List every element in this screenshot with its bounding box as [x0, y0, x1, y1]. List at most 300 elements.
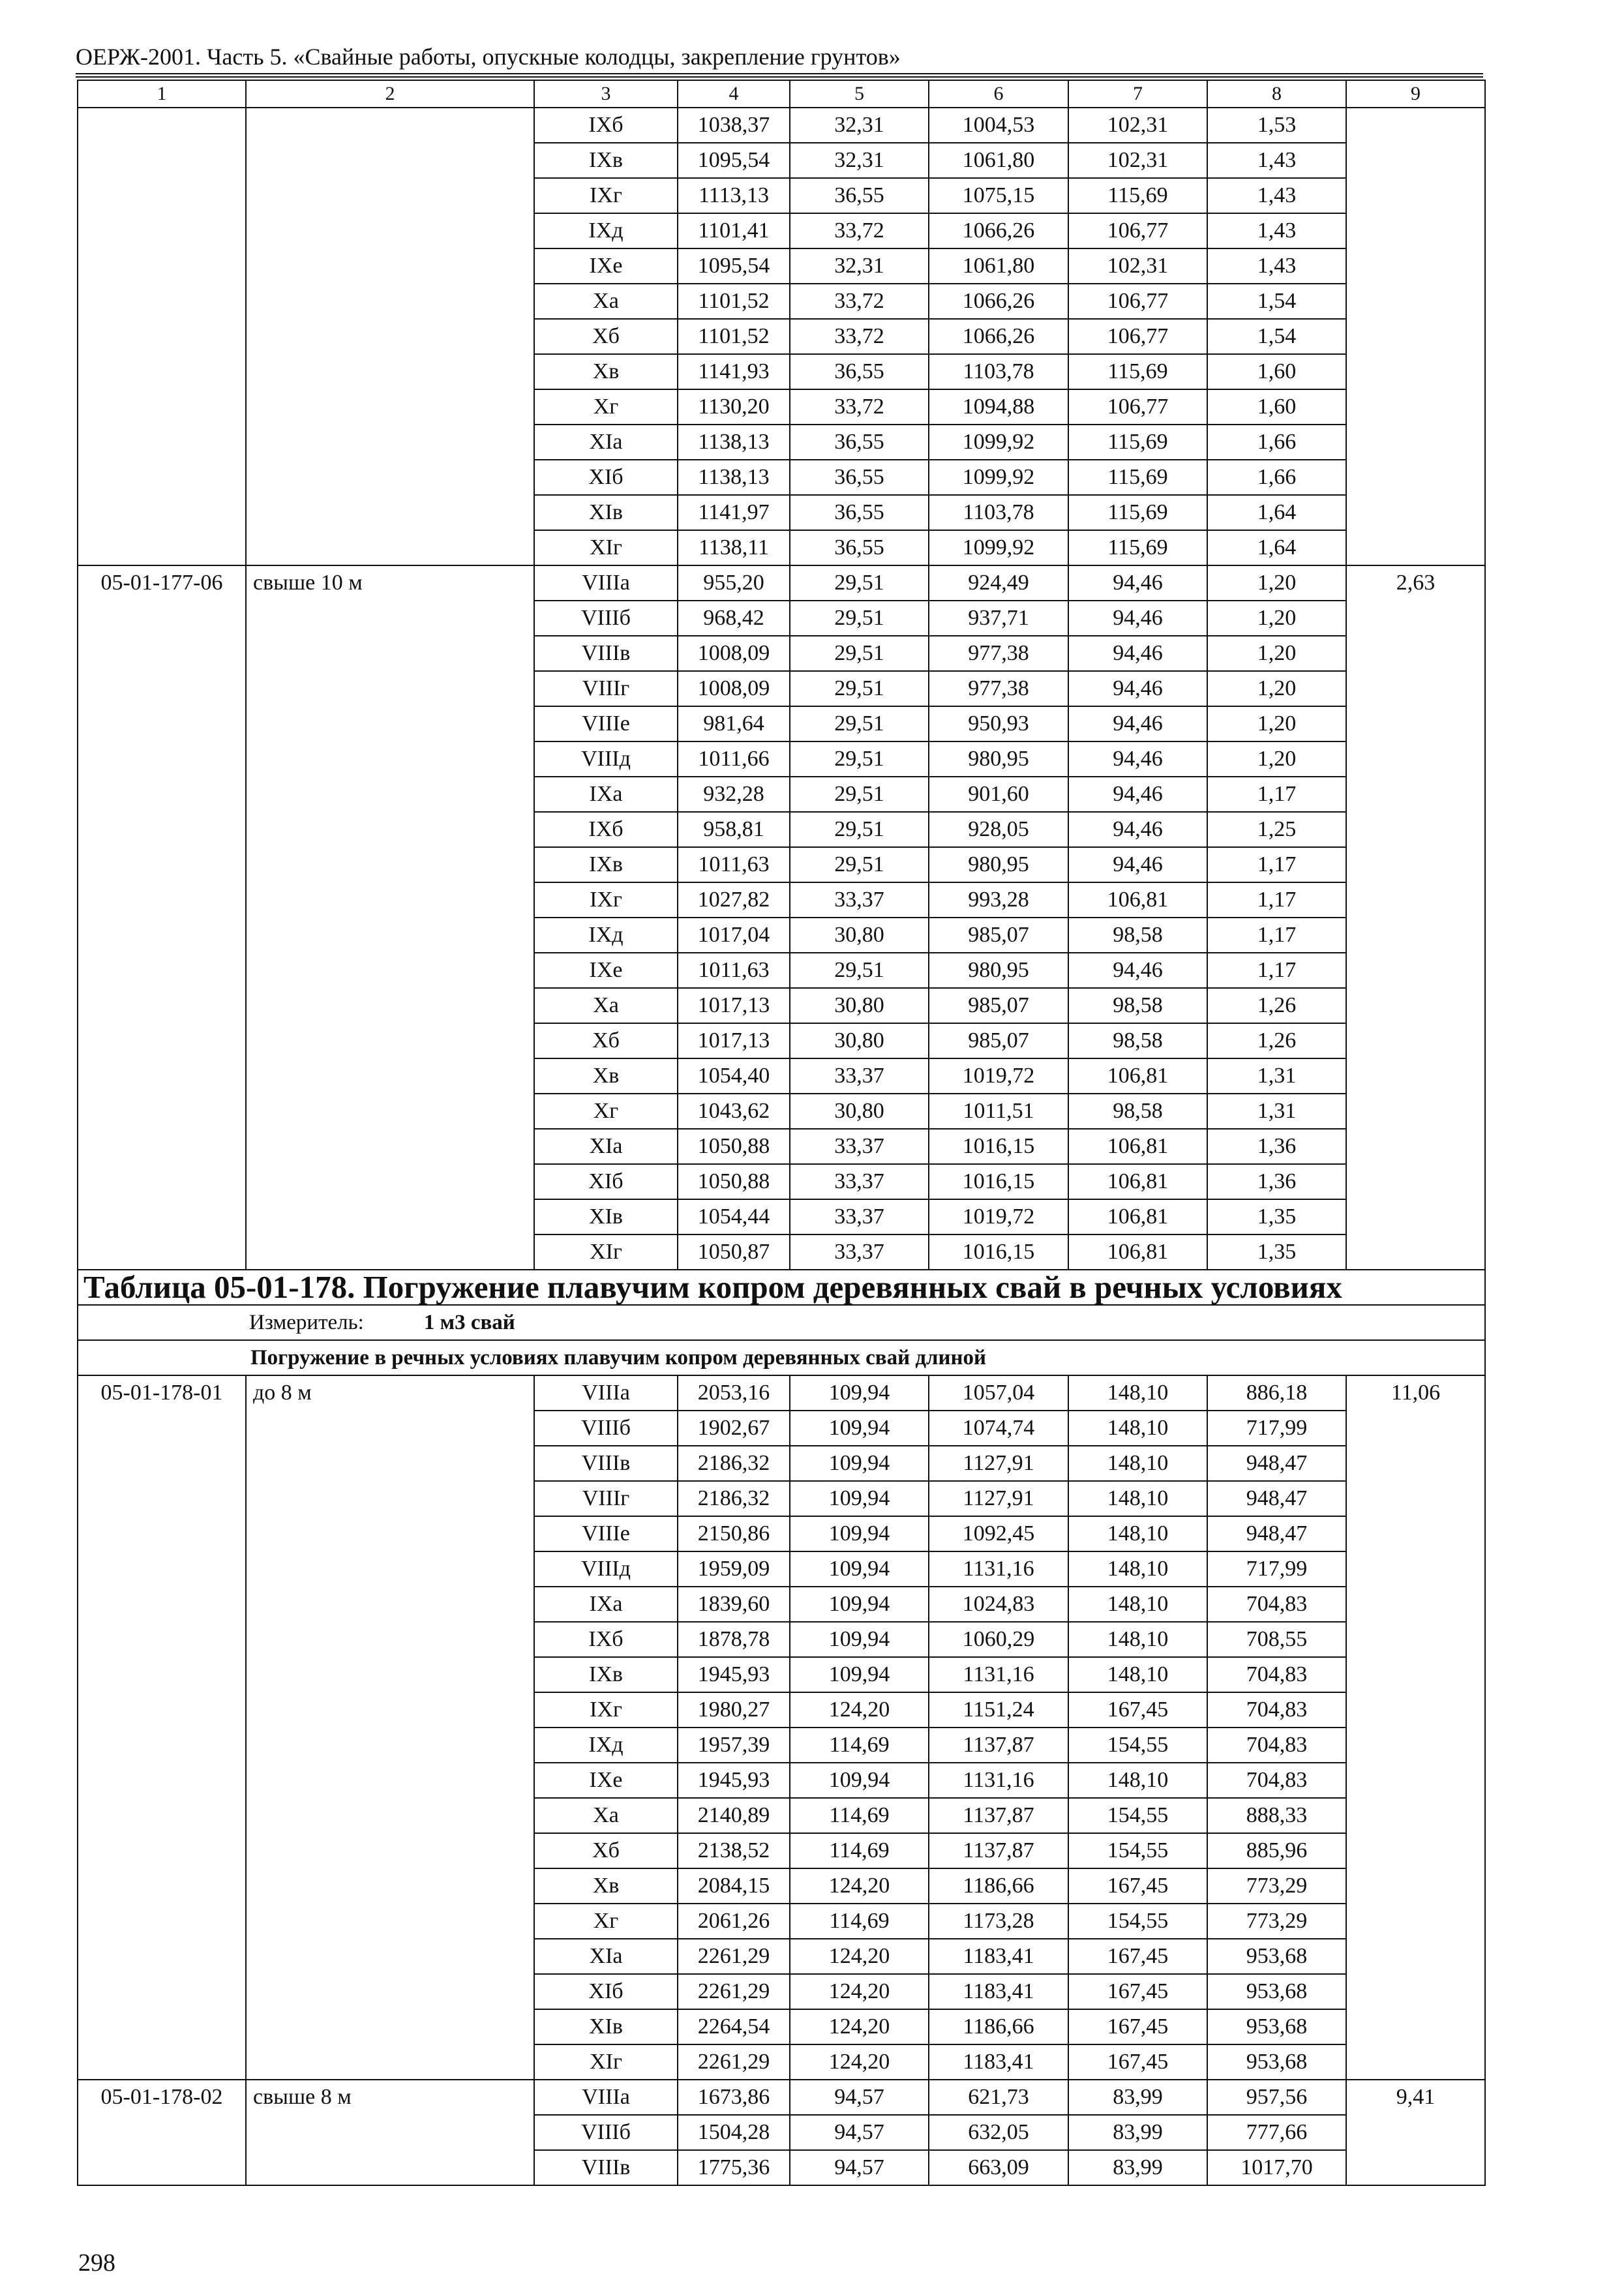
operator-wages: 106,81 [1068, 1234, 1207, 1270]
wages: 109,94 [790, 1411, 929, 1446]
soil-group: IXг [534, 1692, 678, 1728]
soil-group: Xа [534, 988, 678, 1023]
wages: 30,80 [790, 1023, 929, 1058]
soil-group: XIб [534, 460, 678, 495]
materials-cost: 953,68 [1207, 1974, 1346, 2009]
operator-wages: 94,46 [1068, 636, 1207, 671]
soil-group: Xа [534, 284, 678, 319]
machine-cost: 1094,88 [929, 389, 1068, 425]
soil-group: VIIIб [534, 2115, 678, 2150]
machine-cost: 1137,87 [929, 1728, 1068, 1763]
wages: 124,20 [790, 1939, 929, 1974]
column-number: 2 [246, 80, 534, 108]
operator-wages: 148,10 [1068, 1551, 1207, 1587]
total-cost: 955,20 [678, 565, 790, 601]
machine-cost: 1075,15 [929, 178, 1068, 213]
materials-cost: 885,96 [1207, 1833, 1346, 1868]
total-cost: 1138,13 [678, 460, 790, 495]
total-cost: 1138,11 [678, 530, 790, 565]
column-number: 5 [790, 80, 929, 108]
operator-wages: 106,81 [1068, 882, 1207, 918]
item-name: свыше 8 м [246, 2080, 534, 2185]
item-code: 05-01-178-02 [78, 2080, 246, 2185]
operator-wages: 167,45 [1068, 2009, 1207, 2044]
soil-group: VIIIа [534, 2080, 678, 2115]
operator-wages: 106,81 [1068, 1058, 1207, 1094]
table-row [78, 2080, 1485, 2115]
wages: 30,80 [790, 988, 929, 1023]
wages: 124,20 [790, 2009, 929, 2044]
soil-group: IXг [534, 882, 678, 918]
materials-cost: 1,17 [1207, 918, 1346, 953]
table-row [78, 1375, 1485, 1411]
materials-cost: 1,54 [1207, 319, 1346, 354]
soil-group: IXг [534, 178, 678, 213]
materials-cost: 948,47 [1207, 1481, 1346, 1516]
total-cost: 1043,62 [678, 1094, 790, 1129]
total-cost: 1095,54 [678, 248, 790, 284]
labor-cost: 11,06 [1346, 1375, 1485, 2080]
total-cost: 2261,29 [678, 1939, 790, 1974]
operator-wages: 148,10 [1068, 1481, 1207, 1516]
wages: 114,69 [790, 1798, 929, 1833]
soil-group: Xв [534, 354, 678, 389]
total-cost: 2150,86 [678, 1516, 790, 1551]
soil-group: IXв [534, 1657, 678, 1692]
wages: 114,69 [790, 1833, 929, 1868]
total-cost: 981,64 [678, 706, 790, 741]
wages: 29,51 [790, 847, 929, 882]
machine-cost: 977,38 [929, 671, 1068, 706]
operator-wages: 94,46 [1068, 565, 1207, 601]
machine-cost: 1092,45 [929, 1516, 1068, 1551]
wages: 33,72 [790, 319, 929, 354]
wages: 109,94 [790, 1763, 929, 1798]
item-code: 05-01-177-06 [78, 565, 246, 1270]
wages: 33,72 [790, 284, 929, 319]
total-cost: 2053,16 [678, 1375, 790, 1411]
total-cost: 1113,13 [678, 178, 790, 213]
total-cost: 1017,04 [678, 918, 790, 953]
total-cost: 1902,67 [678, 1411, 790, 1446]
wages: 109,94 [790, 1481, 929, 1516]
machine-cost: 950,93 [929, 706, 1068, 741]
machine-cost: 1183,41 [929, 2044, 1068, 2080]
total-cost: 932,28 [678, 777, 790, 812]
operator-wages: 94,46 [1068, 706, 1207, 741]
wages: 36,55 [790, 178, 929, 213]
item-code: 05-01-178-01 [78, 1375, 246, 2080]
wages: 109,94 [790, 1657, 929, 1692]
operator-wages: 106,77 [1068, 284, 1207, 319]
wages: 109,94 [790, 1446, 929, 1481]
operator-wages: 167,45 [1068, 1868, 1207, 1904]
soil-group: IXе [534, 953, 678, 988]
labor-cost [1346, 108, 1485, 565]
materials-cost: 1,31 [1207, 1094, 1346, 1129]
materials-cost: 1,20 [1207, 601, 1346, 636]
column-number: 6 [929, 80, 1068, 108]
soil-group: XIб [534, 1974, 678, 2009]
wages: 36,55 [790, 354, 929, 389]
machine-cost: 1061,80 [929, 143, 1068, 178]
machine-cost: 1173,28 [929, 1904, 1068, 1939]
machine-cost: 621,73 [929, 2080, 1068, 2115]
machine-cost: 1186,66 [929, 2009, 1068, 2044]
soil-group: VIIIв [534, 636, 678, 671]
wages: 33,72 [790, 389, 929, 425]
total-cost: 2061,26 [678, 1904, 790, 1939]
unit-value: 1 м3 свай [423, 1311, 515, 1334]
operator-wages: 148,10 [1068, 1516, 1207, 1551]
operator-wages: 154,55 [1068, 1904, 1207, 1939]
wages: 29,51 [790, 706, 929, 741]
total-cost: 1101,52 [678, 284, 790, 319]
materials-cost: 1,26 [1207, 988, 1346, 1023]
wages: 36,55 [790, 530, 929, 565]
page-header: ОЕРЖ-2001. Часть 5. «Свайные работы, опускные колодцы, закрепление грунтов» [76, 44, 901, 70]
item-code [78, 108, 246, 565]
machine-cost: 937,71 [929, 601, 1068, 636]
machine-cost: 1183,41 [929, 1974, 1068, 2009]
total-cost: 1008,09 [678, 636, 790, 671]
soil-group: XIа [534, 1129, 678, 1164]
materials-cost: 1,25 [1207, 812, 1346, 847]
wages: 33,37 [790, 1164, 929, 1199]
soil-group: IXа [534, 1587, 678, 1622]
total-cost: 1011,63 [678, 953, 790, 988]
materials-cost: 777,66 [1207, 2115, 1346, 2150]
wages: 94,57 [790, 2080, 929, 2115]
materials-cost: 708,55 [1207, 1622, 1346, 1657]
soil-group: XIг [534, 530, 678, 565]
soil-group: VIIIд [534, 741, 678, 777]
total-cost: 1027,82 [678, 882, 790, 918]
machine-cost: 1019,72 [929, 1058, 1068, 1094]
total-cost: 1878,78 [678, 1622, 790, 1657]
soil-group: Xв [534, 1058, 678, 1094]
soil-group: IXб [534, 108, 678, 143]
soil-group: Xб [534, 1023, 678, 1058]
machine-cost: 985,07 [929, 988, 1068, 1023]
operator-wages: 94,46 [1068, 671, 1207, 706]
wages: 36,55 [790, 425, 929, 460]
machine-cost: 1186,66 [929, 1868, 1068, 1904]
materials-cost: 704,83 [1207, 1763, 1346, 1798]
soil-group: VIIIг [534, 1481, 678, 1516]
total-cost: 1138,13 [678, 425, 790, 460]
soil-group: VIIIе [534, 1516, 678, 1551]
operator-wages: 148,10 [1068, 1411, 1207, 1446]
materials-cost: 704,83 [1207, 1692, 1346, 1728]
operator-wages: 83,99 [1068, 2115, 1207, 2150]
soil-group: VIIIв [534, 2150, 678, 2185]
materials-cost: 1017,70 [1207, 2150, 1346, 2185]
operator-wages: 148,10 [1068, 1763, 1207, 1798]
operator-wages: 106,81 [1068, 1129, 1207, 1164]
materials-cost: 1,31 [1207, 1058, 1346, 1094]
total-cost: 1038,37 [678, 108, 790, 143]
wages: 124,20 [790, 2044, 929, 2080]
soil-group: VIIIб [534, 601, 678, 636]
soil-group: XIв [534, 1199, 678, 1234]
materials-cost: 1,17 [1207, 777, 1346, 812]
soil-group: VIIIа [534, 1375, 678, 1411]
materials-cost: 1,43 [1207, 178, 1346, 213]
machine-cost: 1066,26 [929, 213, 1068, 248]
wages: 33,37 [790, 1199, 929, 1234]
operator-wages: 154,55 [1068, 1833, 1207, 1868]
machine-cost: 1099,92 [929, 460, 1068, 495]
machine-cost: 1183,41 [929, 1939, 1068, 1974]
wages: 32,31 [790, 248, 929, 284]
wages: 29,51 [790, 741, 929, 777]
operator-wages: 102,31 [1068, 248, 1207, 284]
wages: 124,20 [790, 1868, 929, 1904]
item-name: до 8 м [246, 1375, 534, 2080]
machine-cost: 924,49 [929, 565, 1068, 601]
soil-group: IXе [534, 248, 678, 284]
machine-cost: 980,95 [929, 953, 1068, 988]
operator-wages: 94,46 [1068, 741, 1207, 777]
total-cost: 1839,60 [678, 1587, 790, 1622]
materials-cost: 1,60 [1207, 354, 1346, 389]
materials-cost: 1,64 [1207, 530, 1346, 565]
materials-cost: 1,20 [1207, 706, 1346, 741]
soil-group: VIIIа [534, 565, 678, 601]
machine-cost: 1066,26 [929, 284, 1068, 319]
machine-cost: 977,38 [929, 636, 1068, 671]
item-name [246, 108, 534, 565]
total-cost: 1775,36 [678, 2150, 790, 2185]
materials-cost: 704,83 [1207, 1587, 1346, 1622]
machine-cost: 1131,16 [929, 1763, 1068, 1798]
materials-cost: 1,43 [1207, 213, 1346, 248]
total-cost: 1054,40 [678, 1058, 790, 1094]
total-cost: 1011,63 [678, 847, 790, 882]
total-cost: 2261,29 [678, 1974, 790, 2009]
materials-cost: 1,17 [1207, 953, 1346, 988]
operator-wages: 148,10 [1068, 1587, 1207, 1622]
operator-wages: 167,45 [1068, 2044, 1207, 2080]
wages: 29,51 [790, 671, 929, 706]
materials-cost: 1,53 [1207, 108, 1346, 143]
operator-wages: 167,45 [1068, 1939, 1207, 1974]
soil-group: Xв [534, 1868, 678, 1904]
soil-group: Xг [534, 1094, 678, 1129]
soil-group: IXв [534, 143, 678, 178]
materials-cost: 1,54 [1207, 284, 1346, 319]
soil-group: IXд [534, 1728, 678, 1763]
wages: 94,57 [790, 2115, 929, 2150]
unit-row [78, 1305, 1485, 1340]
operator-wages: 115,69 [1068, 178, 1207, 213]
wages: 29,51 [790, 953, 929, 988]
soil-group: VIIIг [534, 671, 678, 706]
total-cost: 1141,93 [678, 354, 790, 389]
wages: 30,80 [790, 1094, 929, 1129]
operator-wages: 98,58 [1068, 1094, 1207, 1129]
total-cost: 2140,89 [678, 1798, 790, 1833]
materials-cost: 1,36 [1207, 1129, 1346, 1164]
machine-cost: 1024,83 [929, 1587, 1068, 1622]
machine-cost: 980,95 [929, 847, 1068, 882]
materials-cost: 1,26 [1207, 1023, 1346, 1058]
total-cost: 1101,41 [678, 213, 790, 248]
operator-wages: 148,10 [1068, 1622, 1207, 1657]
wages: 33,37 [790, 882, 929, 918]
soil-group: IXд [534, 213, 678, 248]
table-row [78, 565, 1485, 601]
materials-cost: 948,47 [1207, 1446, 1346, 1481]
soil-group: XIа [534, 425, 678, 460]
total-cost: 1054,44 [678, 1199, 790, 1234]
column-number: 9 [1346, 80, 1485, 108]
soil-group: Xа [534, 1798, 678, 1833]
materials-cost: 1,35 [1207, 1234, 1346, 1270]
unit-row-row [78, 1305, 1485, 1340]
wages: 33,72 [790, 213, 929, 248]
labor-cost: 9,41 [1346, 2080, 1485, 2185]
wages: 124,20 [790, 1974, 929, 2009]
total-cost: 1011,66 [678, 741, 790, 777]
operator-wages: 102,31 [1068, 143, 1207, 178]
machine-cost: 985,07 [929, 918, 1068, 953]
wages: 29,51 [790, 636, 929, 671]
machine-cost: 1103,78 [929, 495, 1068, 530]
operator-wages: 106,77 [1068, 389, 1207, 425]
machine-cost: 1061,80 [929, 248, 1068, 284]
machine-cost: 1016,15 [929, 1234, 1068, 1270]
wages: 29,51 [790, 812, 929, 847]
total-cost: 1959,09 [678, 1551, 790, 1587]
operator-wages: 167,45 [1068, 1974, 1207, 2009]
soil-group: IXб [534, 812, 678, 847]
materials-cost: 1,36 [1207, 1164, 1346, 1199]
machine-cost: 1066,26 [929, 319, 1068, 354]
total-cost: 1957,39 [678, 1728, 790, 1763]
materials-cost: 1,64 [1207, 495, 1346, 530]
wages: 32,31 [790, 143, 929, 178]
materials-cost: 953,68 [1207, 2044, 1346, 2080]
soil-group: XIв [534, 2009, 678, 2044]
operator-wages: 94,46 [1068, 777, 1207, 812]
materials-cost: 704,83 [1207, 1728, 1346, 1763]
operator-wages: 98,58 [1068, 1023, 1207, 1058]
operator-wages: 98,58 [1068, 988, 1207, 1023]
materials-cost: 1,60 [1207, 389, 1346, 425]
total-cost: 2261,29 [678, 2044, 790, 2080]
column-number: 7 [1068, 80, 1207, 108]
machine-cost: 1019,72 [929, 1199, 1068, 1234]
operator-wages: 115,69 [1068, 425, 1207, 460]
table-row [78, 108, 1485, 143]
operator-wages: 102,31 [1068, 108, 1207, 143]
soil-group: VIIIе [534, 706, 678, 741]
wages: 29,51 [790, 565, 929, 601]
operator-wages: 115,69 [1068, 530, 1207, 565]
operator-wages: 106,81 [1068, 1164, 1207, 1199]
machine-cost: 993,28 [929, 882, 1068, 918]
soil-group: XIб [534, 1164, 678, 1199]
total-cost: 1945,93 [678, 1763, 790, 1798]
total-cost: 1101,52 [678, 319, 790, 354]
soil-group: IXд [534, 918, 678, 953]
wages: 32,31 [790, 108, 929, 143]
page-number: 298 [78, 2249, 115, 2277]
machine-cost: 1099,92 [929, 425, 1068, 460]
wages: 114,69 [790, 1904, 929, 1939]
operator-wages: 98,58 [1068, 918, 1207, 953]
materials-cost: 717,99 [1207, 1411, 1346, 1446]
column-number-row [78, 80, 1485, 108]
machine-cost: 1016,15 [929, 1129, 1068, 1164]
wages: 33,37 [790, 1058, 929, 1094]
total-cost: 968,42 [678, 601, 790, 636]
materials-cost: 957,56 [1207, 2080, 1346, 2115]
operator-wages: 94,46 [1068, 601, 1207, 636]
header-rule-top [76, 73, 1483, 74]
total-cost: 2186,32 [678, 1446, 790, 1481]
machine-cost: 1011,51 [929, 1094, 1068, 1129]
unit-label: Измеритель: [249, 1311, 364, 1334]
machine-cost: 985,07 [929, 1023, 1068, 1058]
operator-wages: 94,46 [1068, 953, 1207, 988]
total-cost: 1130,20 [678, 389, 790, 425]
machine-cost: 1016,15 [929, 1164, 1068, 1199]
wages: 124,20 [790, 1692, 929, 1728]
total-cost: 1017,13 [678, 1023, 790, 1058]
operator-wages: 154,55 [1068, 1798, 1207, 1833]
operator-wages: 148,10 [1068, 1657, 1207, 1692]
wages: 33,37 [790, 1234, 929, 1270]
materials-cost: 1,20 [1207, 671, 1346, 706]
materials-cost: 1,20 [1207, 636, 1346, 671]
machine-cost: 980,95 [929, 741, 1068, 777]
wages: 30,80 [790, 918, 929, 953]
wages: 109,94 [790, 1516, 929, 1551]
column-number: 4 [678, 80, 790, 108]
total-cost: 958,81 [678, 812, 790, 847]
materials-cost: 1,20 [1207, 741, 1346, 777]
wages: 29,51 [790, 601, 929, 636]
operator-wages: 115,69 [1068, 354, 1207, 389]
soil-group: XIг [534, 2044, 678, 2080]
total-cost: 2084,15 [678, 1868, 790, 1904]
wages: 109,94 [790, 1551, 929, 1587]
soil-group: IXе [534, 1763, 678, 1798]
soil-group: IXв [534, 847, 678, 882]
table-title-row [78, 1270, 1485, 1305]
materials-cost: 1,35 [1207, 1199, 1346, 1234]
wages: 33,37 [790, 1129, 929, 1164]
total-cost: 1050,88 [678, 1164, 790, 1199]
operator-wages: 115,69 [1068, 460, 1207, 495]
soil-group: Xб [534, 1833, 678, 1868]
machine-cost: 1057,04 [929, 1375, 1068, 1411]
materials-cost: 1,17 [1207, 847, 1346, 882]
total-cost: 1008,09 [678, 671, 790, 706]
materials-cost: 1,43 [1207, 248, 1346, 284]
materials-cost: 953,68 [1207, 1939, 1346, 1974]
operator-wages: 154,55 [1068, 1728, 1207, 1763]
column-number: 1 [78, 80, 246, 108]
operator-wages: 106,77 [1068, 213, 1207, 248]
operator-wages: 83,99 [1068, 2080, 1207, 2115]
soil-group: Xг [534, 1904, 678, 1939]
materials-cost: 717,99 [1207, 1551, 1346, 1587]
total-cost: 1945,93 [678, 1657, 790, 1692]
